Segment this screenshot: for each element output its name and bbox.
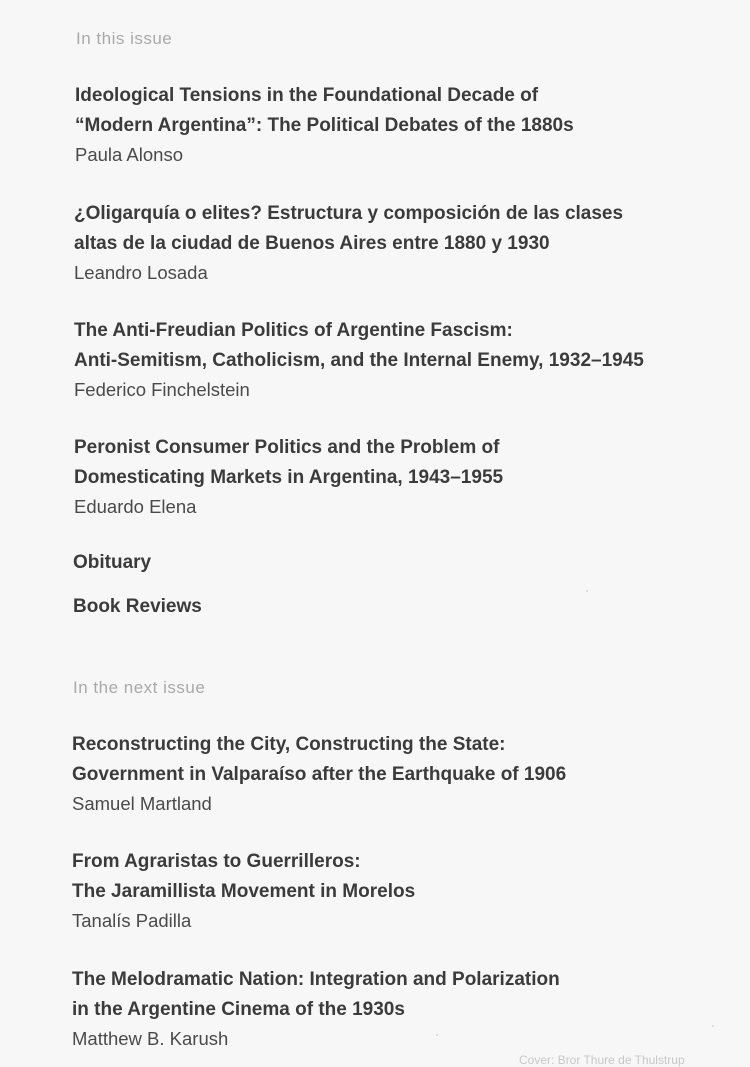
article-title-line: in the Argentine Cinema of the 1930s	[72, 999, 405, 1020]
article-title-line: Anti-Semitism, Catholicism, and the Internal Enemy, 1932–1945	[74, 350, 644, 371]
scan-speck	[586, 590, 588, 592]
article-author: Tanalís Padilla	[72, 910, 192, 931]
cover-credit: Cover: Bror Thure de Thulstrup	[519, 1053, 685, 1067]
scan-speck	[712, 1025, 714, 1027]
article-entry	[75, 81, 750, 169]
article-title-line: The Melodramatic Nation: Integration and Polarization	[72, 969, 560, 990]
article-title	[74, 199, 750, 259]
article-title-line: The Anti-Freudian Politics of Argentine Fascism:	[74, 320, 513, 341]
article-title-line: ¿Oligarquía o elites? Estructura y composición de las clases	[74, 203, 624, 224]
article-title	[75, 81, 750, 141]
article-title-line: Government in Valparaíso after the Earthquake of 1906	[72, 764, 567, 785]
article-author: Leandro Losada	[74, 262, 208, 283]
article-title	[74, 433, 750, 493]
article-title-line: Peronist Consumer Politics and the Problem of	[74, 437, 500, 458]
article-author: Matthew B. Karush	[72, 1028, 229, 1049]
article-title-line: altas de la ciudad de Buenos Aires entre 1880 y 1930	[74, 233, 550, 254]
article-title	[74, 316, 750, 376]
article-title-line: From Agraristas to Guerrilleros:	[72, 851, 361, 872]
article-entry	[74, 316, 750, 404]
article-title-line: “Modern Argentina”: The Political Debates of the 1880s	[75, 115, 574, 136]
article-entry	[72, 965, 750, 1053]
this-issue-heading: In this issue	[76, 29, 173, 48]
article-title-line: The Jaramillista Movement in Morelos	[72, 881, 416, 902]
article-author: Paula Alonso	[75, 144, 184, 165]
article-title	[72, 847, 750, 907]
article-entry	[72, 847, 750, 935]
next-issue-heading: In the next issue	[73, 678, 206, 697]
article-author: Federico Finchelstein	[74, 379, 250, 400]
article-author: Samuel Martland	[72, 793, 212, 814]
scan-speck	[436, 1034, 438, 1036]
article-entry	[74, 199, 750, 287]
article-title	[72, 965, 750, 1025]
article-entry	[74, 433, 750, 521]
article-title-line: Ideological Tensions in the Foundational Decade of	[75, 85, 539, 106]
obituary-heading: Obituary	[73, 552, 152, 573]
article-title-line: Reconstructing the City, Constructing the State:	[72, 734, 506, 755]
article-author: Eduardo Elena	[74, 496, 197, 517]
article-title-line: Domesticating Markets in Argentina, 1943–1955	[74, 467, 504, 488]
book-reviews-heading: Book Reviews	[73, 596, 202, 617]
article-entry	[72, 730, 750, 818]
article-title	[72, 730, 750, 790]
